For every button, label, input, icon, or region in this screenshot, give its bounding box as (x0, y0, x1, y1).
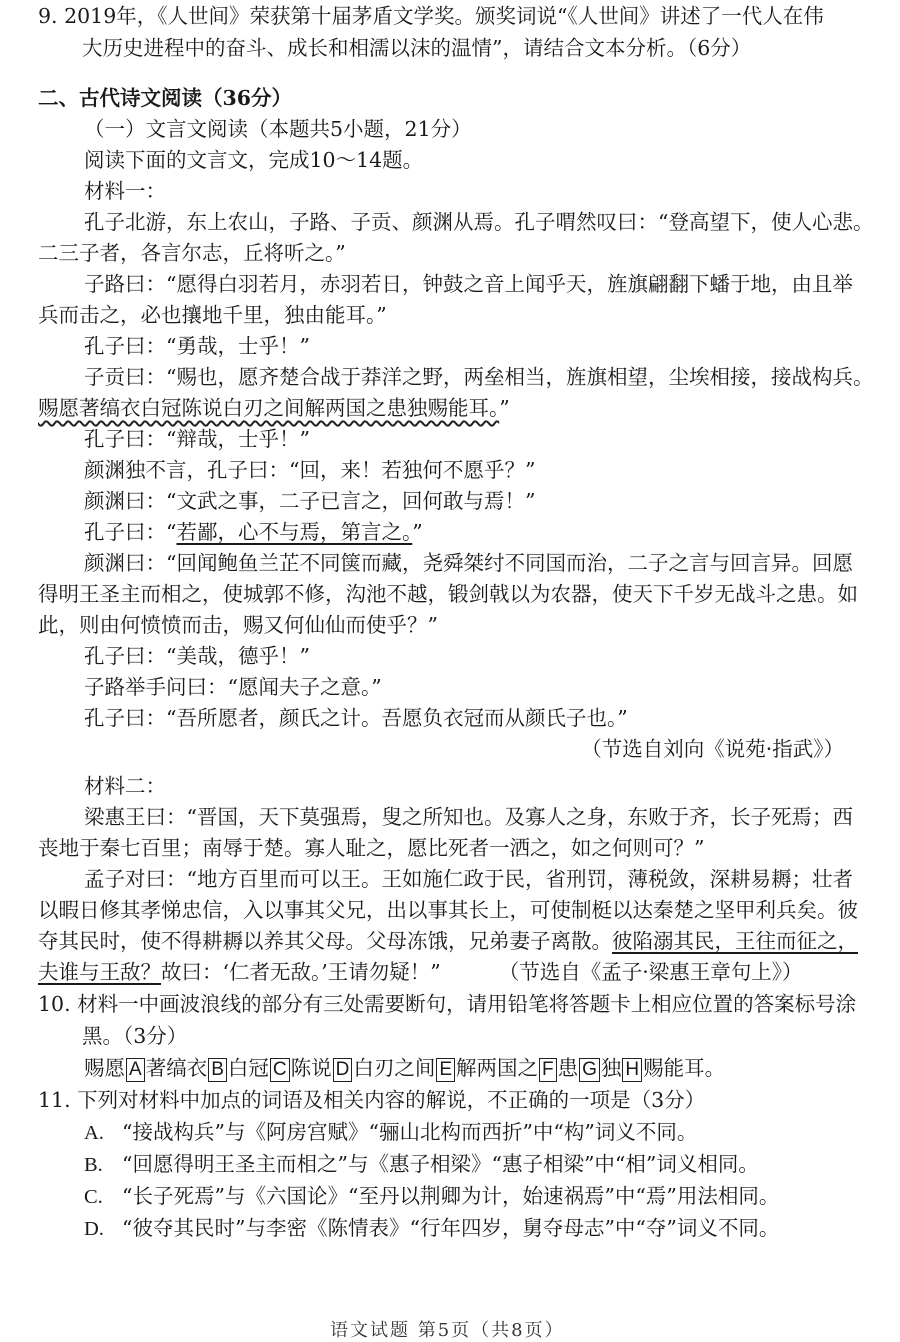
section2-instruction: 阅读下面的文言文，完成10～14题。 (84, 148, 424, 172)
material1-wavy-line (38, 393, 860, 424)
material1-label: 材料一： (84, 179, 166, 203)
option-text: “接战构兵”与《阿房宫赋》“骊山北构而西折”中“构”词义不同。 (122, 1120, 698, 1144)
material1-line: 颜渊曰：“回闻鲍鱼兰芷不同箧而藏，尧舜桀纣不同国而治，二子之言与回言异。回愿 (84, 551, 853, 575)
material2-line-underlined (38, 926, 860, 957)
q11-option-c (38, 1180, 860, 1212)
q11-option-b (38, 1148, 860, 1180)
material2-label: 材料二： (84, 774, 166, 798)
segment-tail: 赐能耳。 (643, 1056, 726, 1080)
option-text: “长子死焉”与《六国论》“至丹以荆卿为计，始速祸焉”中“焉”用法相同。 (122, 1184, 780, 1208)
material1-source: （节选自刘向《说苑·指武》） (581, 737, 844, 761)
material2-line: 以暇日修其孝悌忠信，入以事其父兄，出以事其长上，可使制梃以达秦楚之坚甲利兵矣。彼 (38, 898, 858, 922)
underlined-text: 彼陷溺其民，王往而征之， (612, 929, 858, 953)
option-key: D. (84, 1218, 104, 1240)
break-option-box[interactable]: D (333, 1058, 353, 1082)
section2-title: 二、古代诗文阅读（36分） (38, 86, 293, 110)
underlined-text: 若鄙，心不与焉，第言之。 (176, 520, 413, 544)
material2-line: 孟子对曰：“地方百里而可以王。王如施仁政于民，省刑罚，薄税敛，深耕易耨；壮者 (84, 867, 853, 891)
material1-line: 颜渊曰：“文武之事，二子已言之，回何敢与焉！” (84, 489, 536, 513)
material2-line: 丧地于秦七百里；南辱于楚。寡人耻之，愿比死者一洒之，如之何则可？” (38, 836, 705, 860)
segment-text: 白刃之间 (353, 1056, 436, 1080)
segment-text: 著缟衣 (145, 1056, 208, 1080)
page-footer: 语文试题 第5页（共8页） (330, 1320, 565, 1341)
q11-option-d (38, 1212, 860, 1244)
material2-line: 梁惠王曰：“晋国，天下莫强焉，叟之所知也。及寡人之身，东败于齐，长子死焉；西 (84, 805, 853, 829)
option-text: “彼夺其民时”与李密《陈情表》“行年四岁，舅夺母志”中“夺”词义不同。 (122, 1216, 780, 1240)
section2-subtitle: （一）文言文阅读（本题共5小题，21分） (84, 117, 472, 141)
break-option-box[interactable]: G (579, 1058, 600, 1082)
material1-line: 孔子曰：“辩哉，士乎！” (84, 427, 310, 451)
quote-close: ” (499, 396, 510, 420)
segment-text: 独 (600, 1056, 622, 1080)
line-prefix: 孔子曰：“ (84, 520, 177, 544)
option-key: B. (84, 1154, 103, 1176)
option-text: “回愿得明王圣主而相之”与《惠子相梁》“惠子相梁”中“相”词义相同。 (122, 1152, 759, 1176)
q9-line1: 9. 2019年，《人世间》荣获第十届茅盾文学奖。颁奖词说“《人世间》讲述了一代人在伟 (38, 4, 824, 28)
q11-stem: 11. 下列对材料中加点的词语及相关内容的解说，不正确的一项是（3分） (38, 1088, 706, 1112)
material1-line: 子路曰：“愿得白羽若月，赤羽若日，钟鼓之音上闻乎天，旌旗翩翻下蟠于地，由且举 (84, 272, 853, 296)
material1-line: 孔子北游，东上农山，子路、子贡、颜渊从焉。孔子喟然叹曰：“登高望下，使人心悲。 (84, 210, 874, 234)
material2-line-last (38, 957, 860, 988)
line-rest: 故曰：‘仁者无敌。’王请勿疑！” (161, 960, 441, 984)
break-option-box[interactable]: E (436, 1058, 455, 1082)
material1-line: 孔子曰：“吾所愿者，颜氏之计。吾愿负衣冠而从颜氏子也。” (84, 706, 628, 730)
material1-line: 兵而击之，必也攘地千里，独由能耳。” (38, 303, 387, 327)
break-option-box[interactable]: F (539, 1058, 557, 1082)
material1-line: 子路举手问曰：“愿闻夫子之意。” (84, 675, 382, 699)
segment-text: 赐愿 (84, 1056, 125, 1080)
break-option-box[interactable]: A (126, 1058, 145, 1082)
material1-line: 得明王圣主而相之，使城郭不修，沟池不越，锻剑戟以为农器，使天下千岁无战斗之患。如 (38, 582, 858, 606)
line-prefix: 夺其民时，使不得耕耨以养其父母。父母冻饿，兄弟妻子离散。 (38, 929, 612, 953)
segment-text: 白冠 (227, 1056, 269, 1080)
underlined-text: 夫谁与王敌？ (38, 960, 161, 984)
q10-line1: 10. 材料一中画波浪线的部分有三处需要断句，请用铅笔将答题卡上相应位置的答案标号涂 (38, 992, 857, 1016)
quote-close: ” (412, 520, 423, 544)
material1-line: 子贡曰：“赐也，愿齐楚合战于莽洋之野，两垒相当，旌旗相望，尘埃相接，接战构兵。 (84, 365, 874, 389)
segment-text: 解两国之 (456, 1056, 539, 1080)
material1-underline-line (38, 517, 860, 548)
material1-line: 孔子曰：“美哉，德乎！” (84, 644, 310, 668)
break-option-box[interactable]: H (622, 1058, 642, 1082)
material1-line: 二三子者，各言尔志，丘将听之。” (38, 241, 346, 265)
break-option-box[interactable]: B (208, 1058, 227, 1082)
material1-line: 孔子曰：“勇哉，士乎！” (84, 334, 310, 358)
material1-line: 此，则由何愤愤而击，赐又何仙仙而使乎？” (38, 613, 438, 637)
q10-line2: 黑。（3分） (82, 1024, 188, 1048)
q11-option-a (38, 1116, 860, 1148)
material1-line: 颜渊独不言，孔子曰：“回，来！若独何不愿乎？” (84, 458, 536, 482)
option-key: A. (84, 1122, 104, 1144)
segment-text: 患 (557, 1056, 579, 1080)
break-option-box[interactable]: C (270, 1058, 290, 1082)
wavy-underlined-text: 赐愿著缟衣白冠陈说白刃之间解两国之患独赐能耳。 (38, 396, 500, 420)
option-key: C. (84, 1186, 103, 1208)
material2-source: （节选自《孟子·梁惠王章句上》） (498, 960, 803, 984)
q10-break-options (38, 1052, 860, 1084)
segment-text: 陈说 (290, 1056, 332, 1080)
q9-line2: 大历史进程中的奋斗、成长和相濡以沫的温情”，请结合文本分析。（6分） (82, 36, 752, 60)
